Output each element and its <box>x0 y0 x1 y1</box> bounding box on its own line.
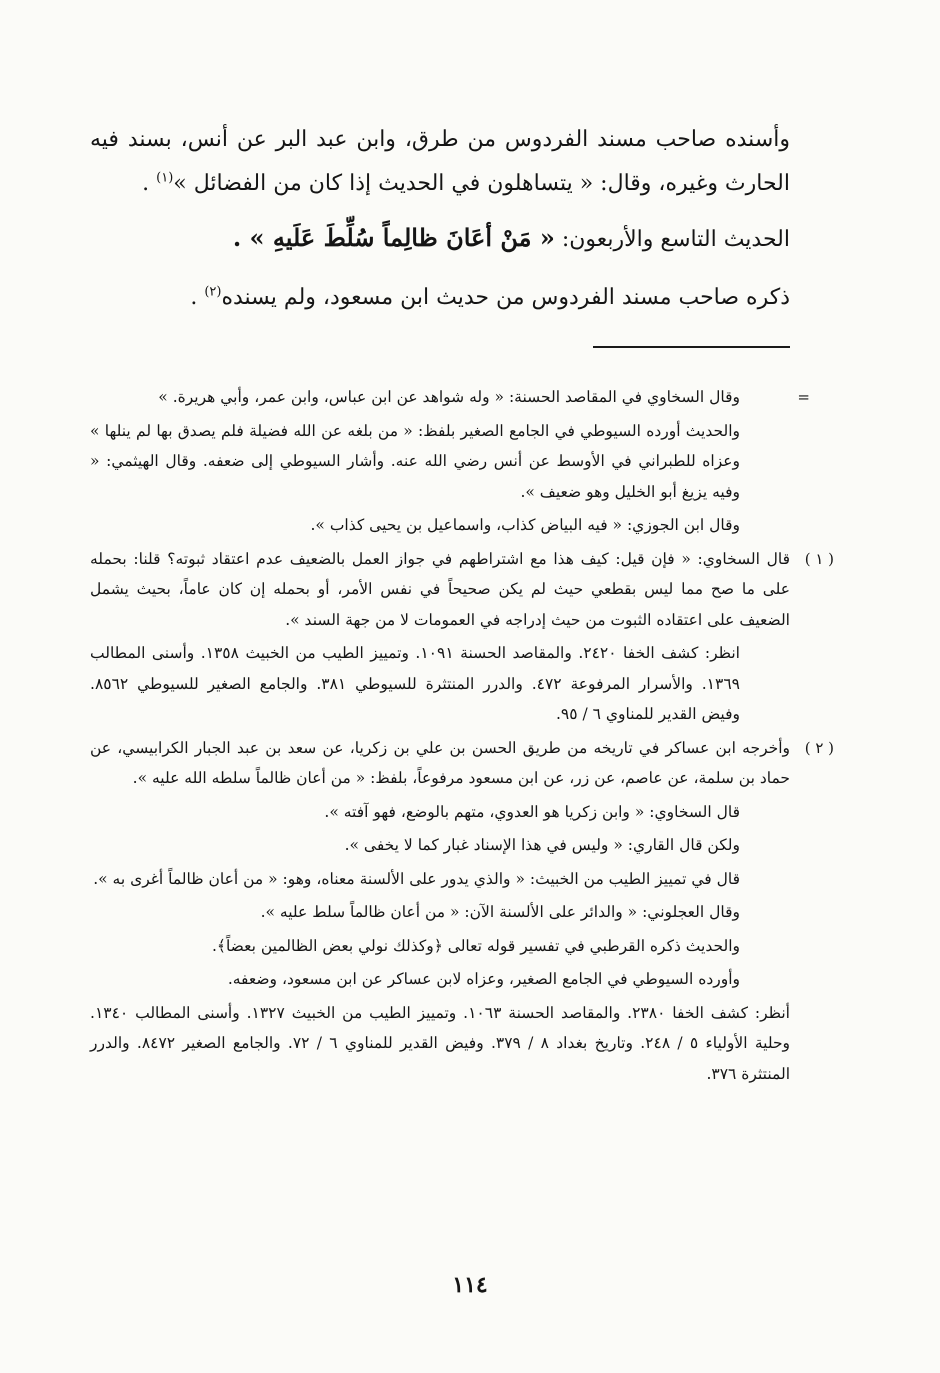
footnote-line: وأورده السيوطي في الجامع الصغير، وعزاه لابن عساكر عن ابن مسعود، وضعفه. <box>227 970 740 988</box>
footnote-1 <box>90 544 834 636</box>
footnote-line: وقال العجلوني: « والدائر على الألسنة الآن: « من أعان ظالماً سلط عليه ». <box>260 903 740 921</box>
footnote-2-marker: ( ٢ ) <box>804 738 834 757</box>
hadith-intro: الحديث التاسع والأربعون: <box>554 227 790 252</box>
footnote-continued <box>90 382 810 413</box>
footnote-line: قال في تمييز الطيب من الخبيث: « والذي يدور على الألسنة معناه، وهو: « من أعان ظالماً أغرى به ». <box>93 869 740 888</box>
footnote-line: قال السخاوي: « فإن قيل: كيف هذا مع اشتراطهم في جواز العمل بالضعيف عدم اعتقاد ثبوته؟ قلنا: بحمله على ما صح مما ليس بقطعي حيث لم يكن صحيحاً في نفس الأمر، أو بحمله إن كان عاماً، بحيث يشمل الضعيف على اعتقاده الثبوت من حيث إدراجه في العمومات لا من جهة السند ». <box>90 549 790 629</box>
paragraph-text: وأسنده صاحب مسند الفردوس من طرق، وابن عبد البر عن أنس، بسند فيه الحارث وغيره، وقال: « يتساهلون في الحديث إذا كان من الفضائل » <box>90 127 790 196</box>
footnote-line: ولكن قال القاري: « وليس في هذا الإسناد غبار كما لا يخفى ». <box>344 836 740 854</box>
paragraph-end: . <box>190 285 205 310</box>
footnote-ref-1: (١) <box>156 170 174 186</box>
hadith-heading <box>90 216 790 262</box>
footnote-2-line <box>90 897 790 928</box>
paragraph-end: . <box>142 171 157 196</box>
footnote-2-line <box>90 864 790 895</box>
footnote-line: انظر: كشف الخفا ٢٤٢٠. والمقاصد الحسنة ١٠٩١. وتمييز الطيب من الخبيث ١٣٥٨. وأسنى المطالب ١٣٦٩. والأسرار المرفوعة ٤٧٢. والدرر المنتثرة للسيوطي ٣٨١. والجامع الصغير للسيوطي ٨٥٦٢. وفيض القدير للمناوي ٦ / ٩٥. <box>90 644 740 723</box>
footnote-line: قال السخاوي: « وابن زكريا هو العدوي، متهم بالوضع، فهو آفته ». <box>324 802 740 821</box>
footnote-line: أنظر: كشف الخفا ٢٣٨٠. والمقاصد الحسنة ١٠٦٣. وتمييز الطيب من الخبيث ١٣٢٧. وأسنى المطالب ١٣٤٠. وحلية الأولياء ٥ / ٢٤٨. وتاريخ بغداد ٨ / ٣٧٩. وفيض القدير للمناوي ٦ / ٧٢. والجامع الصغير ٨٤٧٢. والدرر المنتثرة ٣٧٦. <box>90 1003 791 1083</box>
hadith-text: « مَنْ أعَانَ ظالِماً سُلِّطَ عَلَيهِ » . <box>232 223 555 252</box>
footnote-2-line <box>90 964 790 995</box>
footnotes <box>90 382 834 1092</box>
paragraph-text: ذكره صاحب مسند الفردوس من حديث ابن مسعود، ولم يسنده <box>221 285 790 310</box>
footnote-2-line <box>90 830 790 861</box>
footnote-2 <box>90 733 834 794</box>
main-paragraph-1 <box>90 118 790 206</box>
page-number: ١١٤ <box>452 1272 488 1298</box>
main-paragraph-3 <box>90 276 790 320</box>
continuation-marker: = <box>797 388 810 406</box>
footnote-ref-2: (٢) <box>204 284 222 300</box>
footnote-line: وقال ابن الجوزي: « فيه البياض كذاب، واسماعيل بن يحيى كذاب ». <box>310 516 740 534</box>
footnote-continued <box>90 416 790 508</box>
footnote-continued <box>90 510 790 541</box>
footnote-separator <box>593 346 790 348</box>
footnote-line: والحديث ذكره القرطبي في تفسير قوله تعالى ﴿وكذلك نولي بعض الظالمين بعضاً﴾. <box>211 936 740 955</box>
footnote-line: وأخرجه ابن عساكر في تاريخه من طريق الحسن بن علي بن زكريا، عن سعد بن عبد الجبار الكرابيسي، عن حماد بن سلمة، عن عاصم، عن زر، عن ابن مسعود مرفوعاً، بلفظ: « من أعان ظالماً سلطه الله عليه ». <box>90 738 790 787</box>
footnote-2-refs <box>90 998 790 1090</box>
footnote-line: وقال السخاوي في المقاصد الحسنة: « وله شواهد عن ابن عباس، وابن عمر، وأبي هريرة. » <box>158 388 740 406</box>
footnote-2-line <box>90 797 790 828</box>
footnote-1-marker: ( ١ ) <box>804 549 834 568</box>
footnote-2-line <box>90 931 790 962</box>
footnote-1-refs <box>90 638 790 730</box>
footnote-line: والحديث أورده السيوطي في الجامع الصغير بلفظ: « من بلغه عن الله فضيلة فلم يصدق بها لم ينلها » وعزاه للطبراني في الأوسط عن أنس رضي الله عنه. وأشار السيوطي إلى ضعفه. وقال الهيثمي: « وفيه يزيغ أبو الخليل وهو ضعيف ». <box>90 421 740 501</box>
